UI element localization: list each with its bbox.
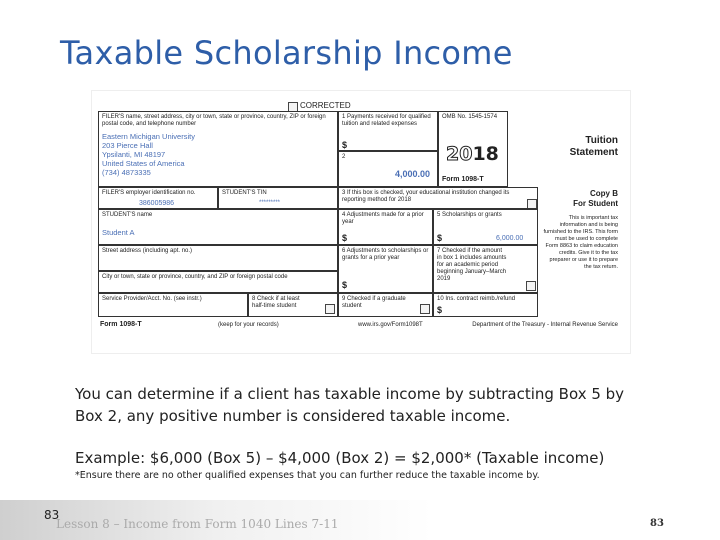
footer-keep: (keep for your records) (218, 322, 279, 328)
box10-label: 10 Ins. contract reimb./refund (437, 296, 516, 302)
student-name-cell (98, 209, 338, 245)
omb-number: OMB No. 1545-1574 (442, 114, 498, 120)
form-1098t (98, 99, 618, 335)
form-1098t-image (92, 91, 630, 353)
filer-line-2: 203 Pierce Hall (102, 141, 153, 150)
box3-checkbox (527, 199, 537, 209)
city-label: City or town, state or province, country, and ZIP or foreign postal code (102, 274, 288, 280)
footer-page-number-right: 83 (650, 518, 664, 529)
explanation-paragraph: You can determine if a client has taxable income by subtracting Box 5 by Box 2, any positive number is considered taxable income. (75, 385, 625, 425)
box7-label: 7 Checked if the amount in box 1 includes amounts for an academic period beginning January–March 2019 (437, 248, 507, 282)
slide-title: Taxable Scholarship Income (60, 34, 513, 72)
corrected-label: CORRECTED (300, 101, 351, 110)
box6-dollar: $ (342, 280, 348, 290)
footer-dept: Department of the Treasury - Internal Revenue Service (472, 322, 618, 328)
student-name-value: Student A (102, 228, 135, 237)
box10-dollar: $ (437, 305, 443, 315)
box2-label: 2 (342, 154, 346, 160)
box3-cell (338, 187, 538, 209)
box9-label: 9 Checked if a graduate student (342, 296, 406, 309)
student-tin-label: STUDENT'S TIN (222, 190, 267, 196)
filer-ein-value: 386005986 (139, 200, 175, 207)
filer-label: FILER'S name, street address, city or town, state or province, country, ZIP or foreign postal code, and telephone number (102, 114, 326, 127)
doc-title-1: Tuition (585, 135, 618, 146)
box7-cell (433, 245, 538, 293)
box4-cell (338, 209, 433, 245)
box8-label: 8 Check if at least half-time student (252, 296, 300, 309)
filer-line-3: Ypsilanti, MI 48197 (102, 150, 166, 159)
info-text: This is important tax information and is being furnished to the IRS. This form must be used to complete Form 8863 to claim education credits. Give it to the tax preparer or use it to prepare the tax return. (543, 215, 618, 270)
box1-cell (338, 111, 438, 151)
example-line: Example: $6,000 (Box 5) – $4,000 (Box 2) = $2,000* (Taxable income) (75, 449, 605, 467)
box5-label: 5 Scholarships or grants (437, 212, 502, 218)
box5-dollar: $ (437, 233, 443, 243)
tax-year: 2018 (446, 143, 499, 165)
box8-checkbox (325, 304, 335, 314)
box2-value: 4,000.00 (395, 169, 431, 179)
city-cell (98, 271, 338, 293)
box7-checkbox (526, 281, 536, 291)
box6-label: 6 Adjustments to scholarships or grants for a prior year (342, 248, 429, 261)
box10-cell (433, 293, 538, 317)
box2-cell (338, 151, 438, 187)
service-cell (98, 293, 248, 317)
box8-cell (248, 293, 338, 317)
student-tin-cell (218, 187, 338, 209)
for-student: For Student (573, 199, 618, 208)
form-name: Form 1098-T (442, 176, 484, 183)
box5-cell (433, 209, 538, 245)
street-label: Street address (including apt. no.) (102, 248, 193, 254)
box9-cell (338, 293, 433, 317)
footer-page-number: 83 (44, 508, 60, 522)
footer-url: www.irs.gov/Form1098T (358, 322, 423, 328)
box5-value: 6,000.00 (496, 235, 524, 242)
box4-dollar: $ (342, 233, 348, 243)
box6-cell (338, 245, 433, 293)
box1-label: 1 Payments received for qualified tuition and related expenses (342, 114, 431, 127)
filer-line-5: (734) 4873335 (102, 168, 151, 177)
copy-b: Copy B (590, 189, 618, 198)
student-tin-value: ********* (259, 200, 281, 206)
doc-title-2: Statement (569, 147, 618, 158)
box9-checkbox (420, 304, 430, 314)
box4-label: 4 Adjustments made for a prior year (342, 212, 424, 225)
service-label: Service Provider/Acct. No. (see instr.) (102, 296, 202, 302)
filer-cell (98, 111, 338, 187)
box3-label: 3 If this box is checked, your educational institution changed its reporting method for 2018 (342, 190, 510, 203)
note-line: *Ensure there are no other qualified expenses that you can further reduce the taxable income by. (75, 470, 540, 481)
filer-ein-label: FILER'S employer identification no. (102, 190, 196, 196)
footer-lesson: Lesson 8 – Income from Form 1040 Lines 7-11 (56, 517, 339, 531)
filer-line-4: United States of America (102, 159, 185, 168)
filer-ein-cell (98, 187, 218, 209)
footer-form-name: Form 1098-T (100, 321, 142, 328)
box1-dollar: $ (342, 140, 348, 150)
street-cell (98, 245, 338, 271)
filer-line-1: Eastern Michigan University (102, 132, 195, 141)
student-name-label: STUDENT'S name (102, 212, 153, 218)
